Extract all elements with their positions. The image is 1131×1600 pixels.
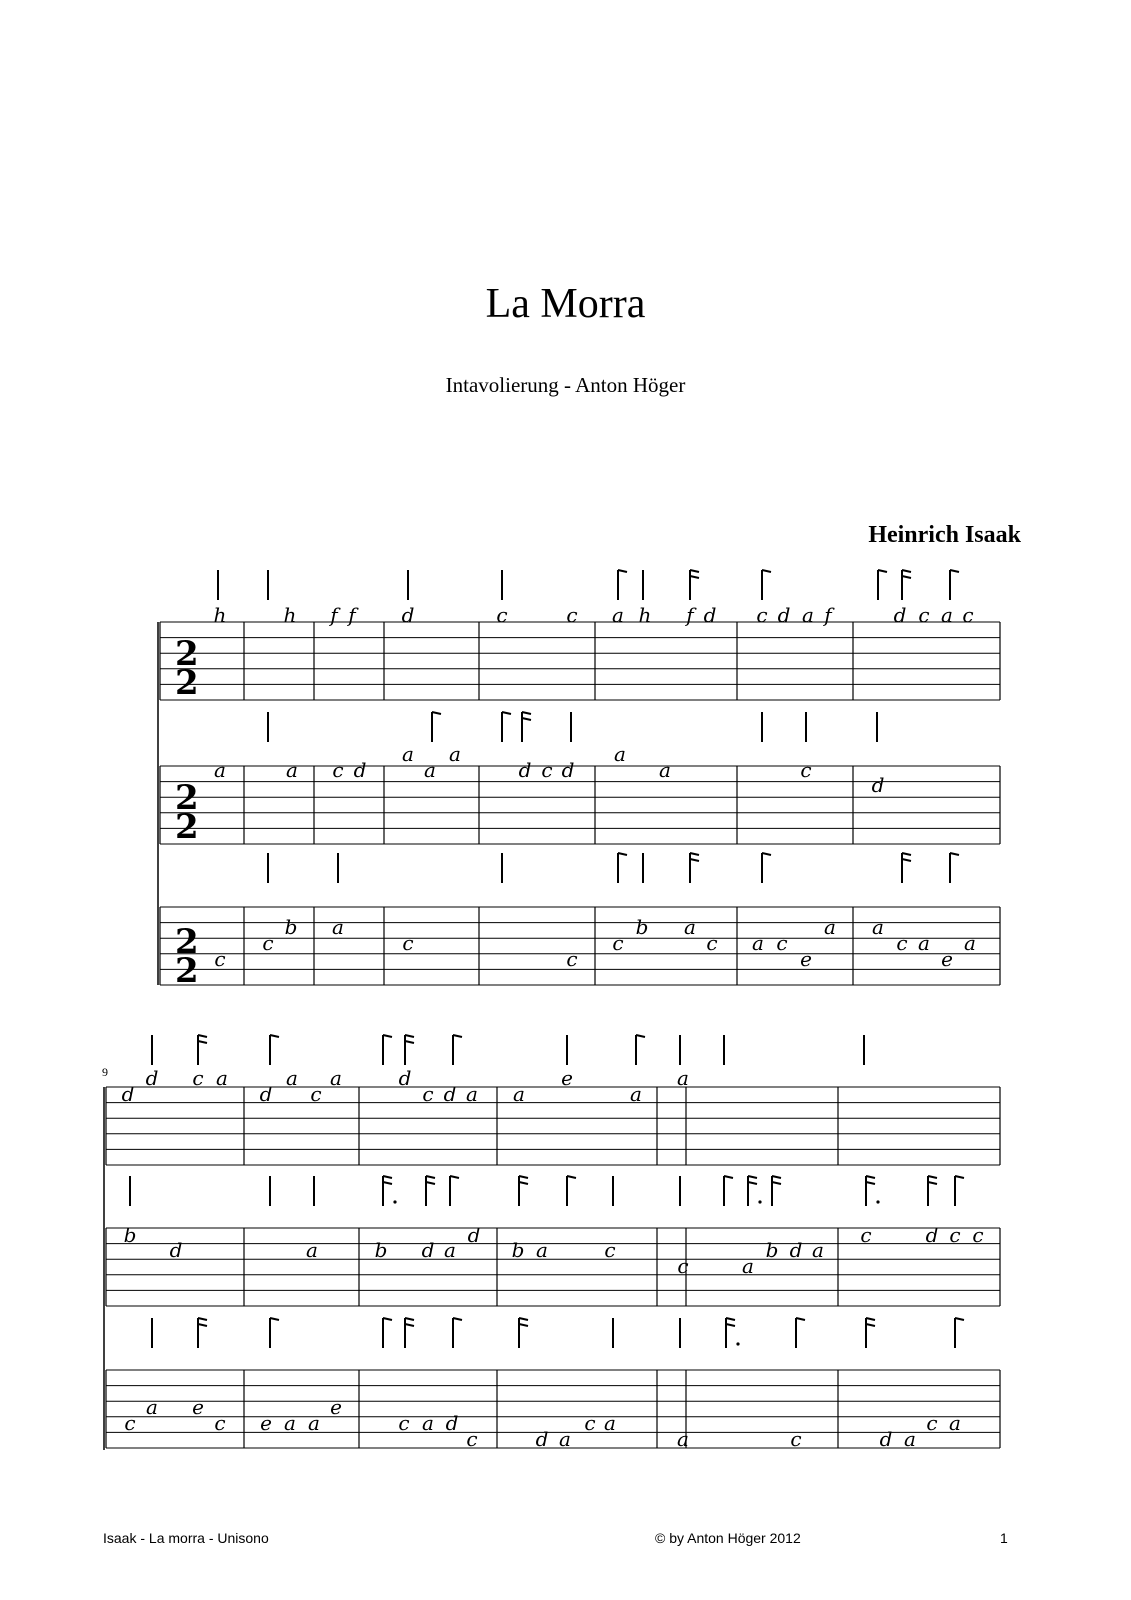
tab-letter: d <box>259 1082 273 1106</box>
rhythm-flag <box>383 1318 392 1320</box>
rhythm-flag <box>636 1035 645 1037</box>
rhythm-flag <box>519 1324 528 1326</box>
tab-letter: c <box>466 1427 478 1451</box>
tab-letter: d <box>879 1427 893 1451</box>
tab-letter: a <box>286 758 298 782</box>
tab-letter: c <box>790 1427 802 1451</box>
rhythm-flag <box>426 1176 435 1178</box>
rhythm-flag <box>902 859 911 861</box>
footer-copyright: © by Anton Höger 2012 <box>655 1530 801 1546</box>
rhythm-flag <box>519 1182 528 1184</box>
tab-letter: d <box>777 603 791 627</box>
tab-letter: e <box>192 1395 204 1419</box>
tab-letter: f <box>330 603 338 627</box>
tab-letter: d <box>893 603 907 627</box>
tab-letter: d <box>353 758 367 782</box>
rhythm-flag <box>618 853 627 855</box>
tab-letter: a <box>214 758 226 782</box>
rhythm-dot <box>758 1200 761 1203</box>
rhythm-flag <box>950 570 959 572</box>
tab-letter: c <box>402 931 414 955</box>
tab-letter: a <box>306 1238 318 1262</box>
tab-letter: a <box>904 1427 916 1451</box>
tab-letter: b <box>635 915 649 939</box>
rhythm-flag <box>198 1041 207 1043</box>
tab-letter: a <box>559 1427 571 1451</box>
tab-letter: c <box>800 758 812 782</box>
tab-letter: d <box>121 1082 135 1106</box>
page-number: 1 <box>1000 1530 1008 1546</box>
rhythm-flag <box>748 1182 757 1184</box>
rhythm-flag <box>522 718 531 720</box>
tab-letter: d <box>467 1223 481 1247</box>
tab-letter: b <box>374 1238 388 1262</box>
tab-letter: a <box>466 1082 478 1106</box>
tab-letter: c <box>756 603 768 627</box>
tab-letter: a <box>941 603 953 627</box>
tab-letter: e <box>330 1395 342 1419</box>
rhythm-flag <box>928 1182 937 1184</box>
system-2 <box>104 1035 1000 1451</box>
time-signature-numerator: 2 <box>175 778 199 818</box>
tab-letter: a <box>659 758 671 782</box>
tab-letter: c <box>612 931 624 955</box>
tab-letter: d <box>561 758 575 782</box>
rhythm-flag <box>567 1176 576 1178</box>
tab-letter: c <box>677 1254 689 1278</box>
rhythm-flag <box>748 1176 757 1178</box>
tab-letter: a <box>146 1395 158 1419</box>
rhythm-flag <box>519 1176 528 1178</box>
tab-letter: c <box>566 603 578 627</box>
time-signature-denominator: 2 <box>175 951 199 991</box>
rhythm-dot <box>393 1200 396 1203</box>
tab-letter: a <box>824 915 836 939</box>
page-title: La Morra <box>485 281 646 327</box>
rhythm-flag <box>878 570 887 572</box>
rhythm-flag <box>426 1182 435 1184</box>
tab-letter: e <box>800 947 812 971</box>
tab-letter: c <box>962 603 974 627</box>
tab-letter: d <box>421 1238 435 1262</box>
rhythm-flag <box>902 570 911 572</box>
rhythm-flag <box>453 1035 462 1037</box>
rhythm-flag <box>796 1318 805 1320</box>
page-subtitle: Intavolierung - Anton Höger <box>445 373 686 397</box>
rhythm-flag <box>383 1035 392 1037</box>
rhythm-flag <box>405 1041 414 1043</box>
rhythm-flag <box>724 1176 733 1178</box>
rhythm-flag <box>519 1318 528 1320</box>
rhythm-flag <box>866 1182 875 1184</box>
tab-letter: d <box>443 1082 457 1106</box>
tab-letter: b <box>511 1238 525 1262</box>
rhythm-flag <box>772 1176 781 1178</box>
rhythm-flag <box>928 1176 937 1178</box>
measure-number: 9 <box>102 1065 108 1079</box>
tab-letter: d <box>703 603 717 627</box>
time-signature-numerator: 2 <box>175 634 199 674</box>
tab-letter: d <box>401 603 415 627</box>
tab-letter: a <box>513 1082 525 1106</box>
rhythm-flag <box>902 853 911 855</box>
rhythm-flag <box>270 1318 279 1320</box>
rhythm-flag <box>955 1176 964 1178</box>
tab-letter: a <box>332 915 344 939</box>
time-signature-denominator: 2 <box>175 663 199 703</box>
tab-letter: f <box>686 603 694 627</box>
rhythm-flag <box>690 576 699 578</box>
rhythm-flag <box>383 1176 392 1178</box>
tab-letter: c <box>398 1411 410 1435</box>
tab-letter: c <box>124 1411 136 1435</box>
rhythm-flag <box>198 1035 207 1037</box>
tab-letter: a <box>444 1238 456 1262</box>
tab-letter: a <box>684 915 696 939</box>
tab-letter: c <box>332 758 344 782</box>
rhythm-flag <box>453 1318 462 1320</box>
composer-name: Heinrich Isaak <box>868 522 1021 548</box>
tab-letter: c <box>422 1082 434 1106</box>
rhythm-flag <box>383 1182 392 1184</box>
time-signature-denominator: 2 <box>175 807 199 847</box>
tab-letter: h <box>283 603 297 627</box>
tab-letter: a <box>284 1411 296 1435</box>
footer-left: Isaak - La morra - Unisono <box>103 1530 269 1546</box>
tab-letter: a <box>949 1411 961 1435</box>
tab-letter: a <box>752 931 764 955</box>
tab-letter: a <box>964 931 976 955</box>
rhythm-dot <box>736 1342 739 1345</box>
tab-letter: a <box>802 603 814 627</box>
rhythm-flag <box>950 853 959 855</box>
tab-letter: c <box>566 947 578 971</box>
tab-letter: f <box>824 603 832 627</box>
tab-letter: a <box>872 915 884 939</box>
tab-letter: c <box>310 1082 322 1106</box>
rhythm-flag <box>955 1318 964 1320</box>
rhythm-flag <box>502 712 511 714</box>
tab-letter: d <box>535 1427 549 1451</box>
tab-letter: a <box>536 1238 548 1262</box>
rhythm-flag <box>866 1324 875 1326</box>
tab-letter: d <box>789 1238 803 1262</box>
system-1 <box>158 570 1000 985</box>
rhythm-flag <box>726 1324 735 1326</box>
rhythm-flag <box>762 853 771 855</box>
tab-letter: a <box>812 1238 824 1262</box>
tab-letter: c <box>860 1223 872 1247</box>
tab-letter: c <box>972 1223 984 1247</box>
tab-letter: a <box>449 742 461 766</box>
tab-letter: a <box>422 1411 434 1435</box>
rhythm-flag <box>866 1176 875 1178</box>
tab-letter: c <box>584 1411 596 1435</box>
tab-letter: a <box>612 603 624 627</box>
rhythm-flag <box>432 712 441 714</box>
tab-letter: a <box>630 1082 642 1106</box>
tab-letter: a <box>604 1411 616 1435</box>
tab-letter: c <box>604 1238 616 1262</box>
tab-letter: c <box>949 1223 961 1247</box>
tab-letter: c <box>214 947 226 971</box>
rhythm-flag <box>405 1318 414 1320</box>
tab-letter: b <box>765 1238 779 1262</box>
tab-letter: e <box>941 947 953 971</box>
tab-letter: a <box>677 1066 689 1090</box>
rhythm-flag <box>690 570 699 572</box>
tab-letter: a <box>424 758 436 782</box>
tab-letter: c <box>776 931 788 955</box>
tab-letter: c <box>496 603 508 627</box>
tab-letter: c <box>541 758 553 782</box>
tab-letter: c <box>262 931 274 955</box>
rhythm-flag <box>902 576 911 578</box>
tab-letter: d <box>871 773 885 797</box>
tab-letter: c <box>214 1411 226 1435</box>
tab-letter: a <box>742 1254 754 1278</box>
tab-letter: d <box>445 1411 459 1435</box>
tab-letter: e <box>260 1411 272 1435</box>
rhythm-flag <box>270 1035 279 1037</box>
tab-letter: h <box>638 603 652 627</box>
rhythm-dot <box>876 1200 879 1203</box>
tab-letter: c <box>192 1066 204 1090</box>
tab-letter: a <box>677 1427 689 1451</box>
tab-letter: c <box>918 603 930 627</box>
tab-letter: d <box>925 1223 939 1247</box>
rhythm-flag <box>726 1318 735 1320</box>
tab-letter: c <box>706 931 718 955</box>
tab-letter: b <box>284 915 298 939</box>
tab-letter: a <box>918 931 930 955</box>
rhythm-flag <box>198 1318 207 1320</box>
tab-letter: d <box>518 758 532 782</box>
tab-letter: a <box>308 1411 320 1435</box>
tab-letter: c <box>896 931 908 955</box>
tab-letter: b <box>123 1223 137 1247</box>
tab-letter: f <box>348 603 356 627</box>
rhythm-flag <box>405 1324 414 1326</box>
rhythm-flag <box>866 1318 875 1320</box>
tab-letter: c <box>926 1411 938 1435</box>
tab-letter: a <box>216 1066 228 1090</box>
tab-letter: d <box>169 1238 183 1262</box>
tab-letter: h <box>213 603 227 627</box>
rhythm-flag <box>772 1182 781 1184</box>
rhythm-flag <box>522 712 531 714</box>
rhythm-flag <box>762 570 771 572</box>
tab-letter: a <box>614 742 626 766</box>
tab-letter: a <box>402 742 414 766</box>
rhythm-flag <box>405 1035 414 1037</box>
tab-letter: a <box>286 1066 298 1090</box>
tab-letter: a <box>330 1066 342 1090</box>
rhythm-flag <box>690 859 699 861</box>
rhythm-flag <box>690 853 699 855</box>
tab-letter: d <box>145 1066 159 1090</box>
tab-letter: d <box>398 1066 412 1090</box>
rhythm-flag <box>618 570 627 572</box>
tab-letter: e <box>561 1066 573 1090</box>
rhythm-flag <box>450 1176 459 1178</box>
time-signature-numerator: 2 <box>175 922 199 962</box>
rhythm-flag <box>198 1324 207 1326</box>
